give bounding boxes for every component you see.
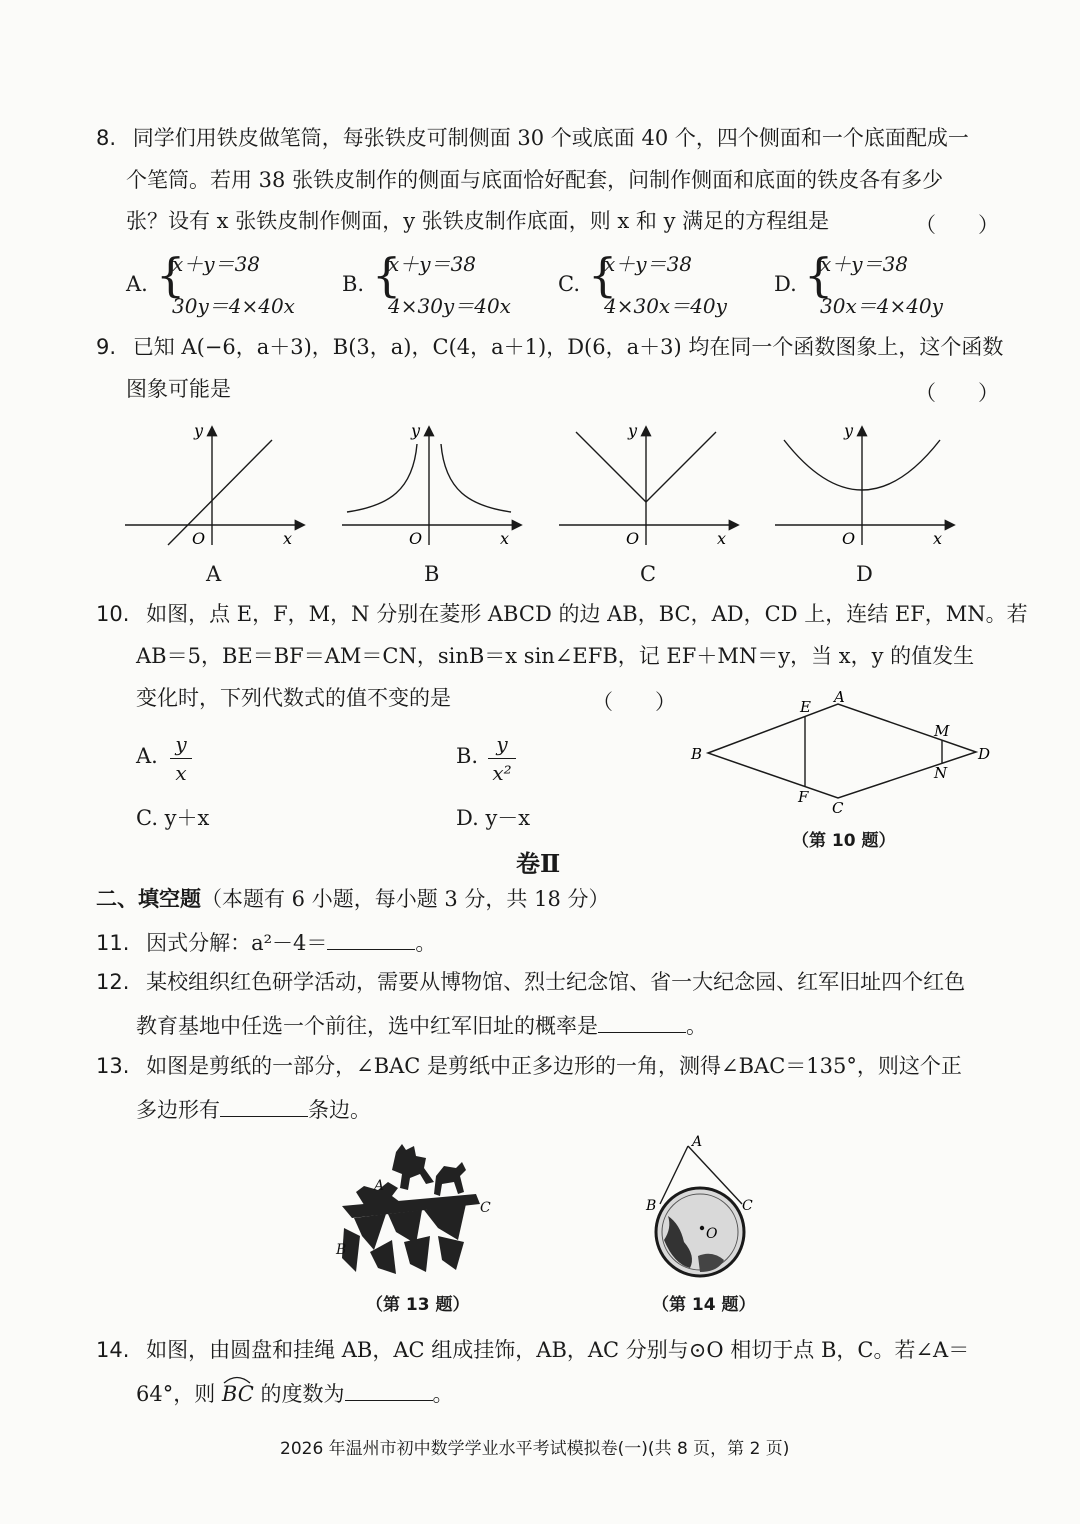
q9-answer-paren: （ ） [915,381,999,405]
q13-answer-blank[interactable] [220,1098,308,1117]
q14-number: 14. [96,1338,130,1362]
q11-number: 11. [96,931,130,955]
section-2-header [96,888,610,910]
y-axis-label: y [194,421,204,440]
q9-graph-c [554,420,744,550]
volume-2-heading: 卷Ⅱ [516,849,561,878]
fraction-bar [488,758,516,759]
origin-label: O [626,529,640,548]
point-f-label: F [798,788,809,806]
q14-figure-caption: （第 14 题） [652,1295,756,1315]
page-footer: 2026 年温州市初中数学学业水平考试模拟卷(一)(共 8 页，第 2 页) [280,1439,790,1459]
fraction-denominator: x [175,761,187,785]
point-b-label: B [646,1198,657,1214]
q8-option-d-eq1: x＋y＝38 [820,252,909,276]
q8-line1 [96,128,969,149]
q10-option-a-label: A. [136,744,158,768]
point-a-label: A [692,1134,703,1150]
fraction-denominator: x² [492,761,512,785]
brace-icon: { [588,248,618,302]
q13-line2 [136,1098,371,1121]
q8-line3: 张？设有 x 张铁皮制作侧面，y 张铁皮制作底面，则 x 和 y 满足的方程组是 [126,209,830,233]
q9-b-curve-right [441,444,511,512]
point-a-label: A [374,1178,385,1194]
fraction-numerator: y [496,732,508,756]
q9-graph-b-label: B [424,562,440,586]
q10-option-c: C. y＋x [136,806,210,830]
point-d-label: D [978,745,991,763]
q8-option-d-label: D. [774,272,797,296]
q10-line2: AB＝5，BE＝BF＝AM＝CN，sinB＝x sin∠EFB，记 EF＋MN＝y，当 x，y 的值发生 [136,644,975,668]
q10-line3: 变化时，下列代数式的值不变的是 [136,686,451,710]
q14-pendant-figure [638,1132,768,1282]
point-o-label: O [706,1226,718,1242]
point-e-label: E [800,698,811,716]
q14-text-1: 如图，由圆盘和挂绳 AB，AC 组成挂饰，AB，AC 分别与⊙O 相切于点 B，C。若∠A＝ [146,1338,970,1362]
origin-label: O [409,529,423,548]
q12-line2 [136,1014,707,1037]
q9-b-curve-left [347,444,417,512]
q10-number: 10. [96,602,130,626]
q9-a-curve [168,440,272,545]
x-axis-label: x [933,529,943,548]
q9-graph-a-label: A [206,562,222,586]
q8-option-c-eq1: x＋y＝38 [604,252,693,276]
q10-figure-caption: （第 10 题） [792,831,896,851]
brace-icon: { [372,248,402,302]
x-axis-label: x [283,529,293,548]
q13-text-2a: 多边形有 [136,1098,220,1122]
q8-option-b-eq1: x＋y＝38 [388,252,477,276]
q9-text-1: 已知 A(−6，a＋3)，B(3，a)，C(4，a＋1)，D(6，a＋3) 均在同一个函数图象上，这个函数 [132,335,1004,359]
question-11 [96,931,436,954]
y-axis-label: y [628,421,638,440]
q12-text-1: 某校组织红色研学活动，需要从博物馆、烈士纪念馆、省一大纪念园、红军旧址四个红色 [146,970,966,994]
q8-option-b-eq2: 4×30y＝40x [388,294,511,318]
q9-graph-a [120,420,310,550]
q13-figure-caption: （第 13 题） [366,1295,470,1315]
y-axis-label: y [844,421,854,440]
q8-text-1: 同学们用铁皮做笔筒，每张铁皮可制侧面 30 个或底面 40 个，四个侧面和一个底面配成一 [132,126,969,150]
point-m-label: M [934,722,950,740]
q9-graph-d-label: D [856,562,873,586]
fraction-bar [170,758,192,759]
q8-answer-paren: （ ） [915,213,999,237]
brace-icon: { [804,248,834,302]
q10-rhombus-figure [686,686,996,816]
point-b-label: B [336,1242,347,1258]
section-2-note: （本题有 6 小题，每小题 3 分，共 18 分） [201,887,610,911]
q10-option-b-label: B. [456,744,479,768]
q14-end: 。 [432,1382,454,1406]
q8-option-c-label: C. [558,272,580,296]
q8-option-a-label: A. [126,272,148,296]
fraction-numerator: y [175,732,187,756]
center-point-o [700,1226,704,1230]
q13-number: 13. [96,1054,130,1078]
q9-line1 [96,337,1003,358]
rhombus-abcd [708,704,976,798]
q10-option-a-fraction [170,732,192,785]
q8-option-c-eq2: 4×30x＝40y [604,294,727,318]
q8-line2: 个笔筒。若用 38 张铁皮制作的侧面与底面恰好配套，问制作侧面和底面的铁皮各有多少 [126,168,944,192]
q14-line1 [96,1340,969,1361]
q8-number: 8. [96,126,117,150]
brace-icon: { [156,248,186,302]
q12-line1 [96,972,965,993]
q12-number: 12. [96,970,130,994]
origin-label: O [842,529,856,548]
q11-text: 因式分解：a²－4＝ [146,931,328,955]
x-axis-label: x [500,529,510,548]
q9-number: 9. [96,335,117,359]
q8-option-a-eq2: 30y＝4×40x [172,294,295,318]
q12-text-2: 教育基地中任选一个前往，选中红军旧址的概率是 [136,1014,598,1038]
point-n-label: N [934,764,948,782]
q12-end: 。 [686,1014,707,1038]
q13-line1 [96,1056,962,1077]
q14-text-2b: 的度数为 [260,1382,345,1406]
x-axis-label: x [717,529,727,548]
y-axis-label: y [411,421,421,440]
q9-graph-c-label: C [640,562,657,586]
q10-text-1: 如图，点 E，F，M，N 分别在菱形 ABCD 的边 AB，BC，AD，CD 上，连结 EF，MN。若 [146,602,1028,626]
q13-text-1: 如图是剪纸的一部分，∠BAC 是剪纸中正多边形的一角，测得∠BAC＝135°，则这个正 [146,1054,962,1078]
point-a-label: A [834,688,845,706]
q14-answer-blank[interactable] [345,1382,433,1401]
q10-line1 [96,604,1028,625]
q14-text-2a: 64°，则 [136,1382,216,1406]
arc-bc [222,1384,254,1405]
q13-papercut-figure [326,1132,506,1282]
q9-graph-d [770,420,960,550]
q14-line2 [136,1382,454,1405]
papercut-silhouette [342,1144,480,1274]
point-c-label: C [742,1198,753,1214]
q13-text-2b: 条边。 [308,1098,371,1122]
q11-answer-blank[interactable] [327,931,415,950]
q9-graph-b [337,420,527,550]
section-2-title: 二、填空题 [96,886,201,911]
point-b-label: B [691,745,703,763]
arc-icon [222,1374,252,1384]
q12-answer-blank[interactable] [598,1014,686,1033]
origin-label: O [192,529,206,548]
q8-option-a-eq1: x＋y＝38 [172,252,261,276]
q9-line2: 图象可能是 [126,377,231,401]
arc-label: BC [221,1382,254,1406]
q10-option-d: D. y－x [456,806,531,830]
q8-option-b-label: B. [342,272,365,296]
q10-answer-paren: （ ） [592,690,676,714]
point-c-label: C [832,799,844,816]
q10-option-b-fraction [488,732,516,785]
q11-end: 。 [415,931,437,955]
q8-option-d-eq2: 30x＝4×40y [820,294,943,318]
point-c-label: C [480,1200,491,1216]
